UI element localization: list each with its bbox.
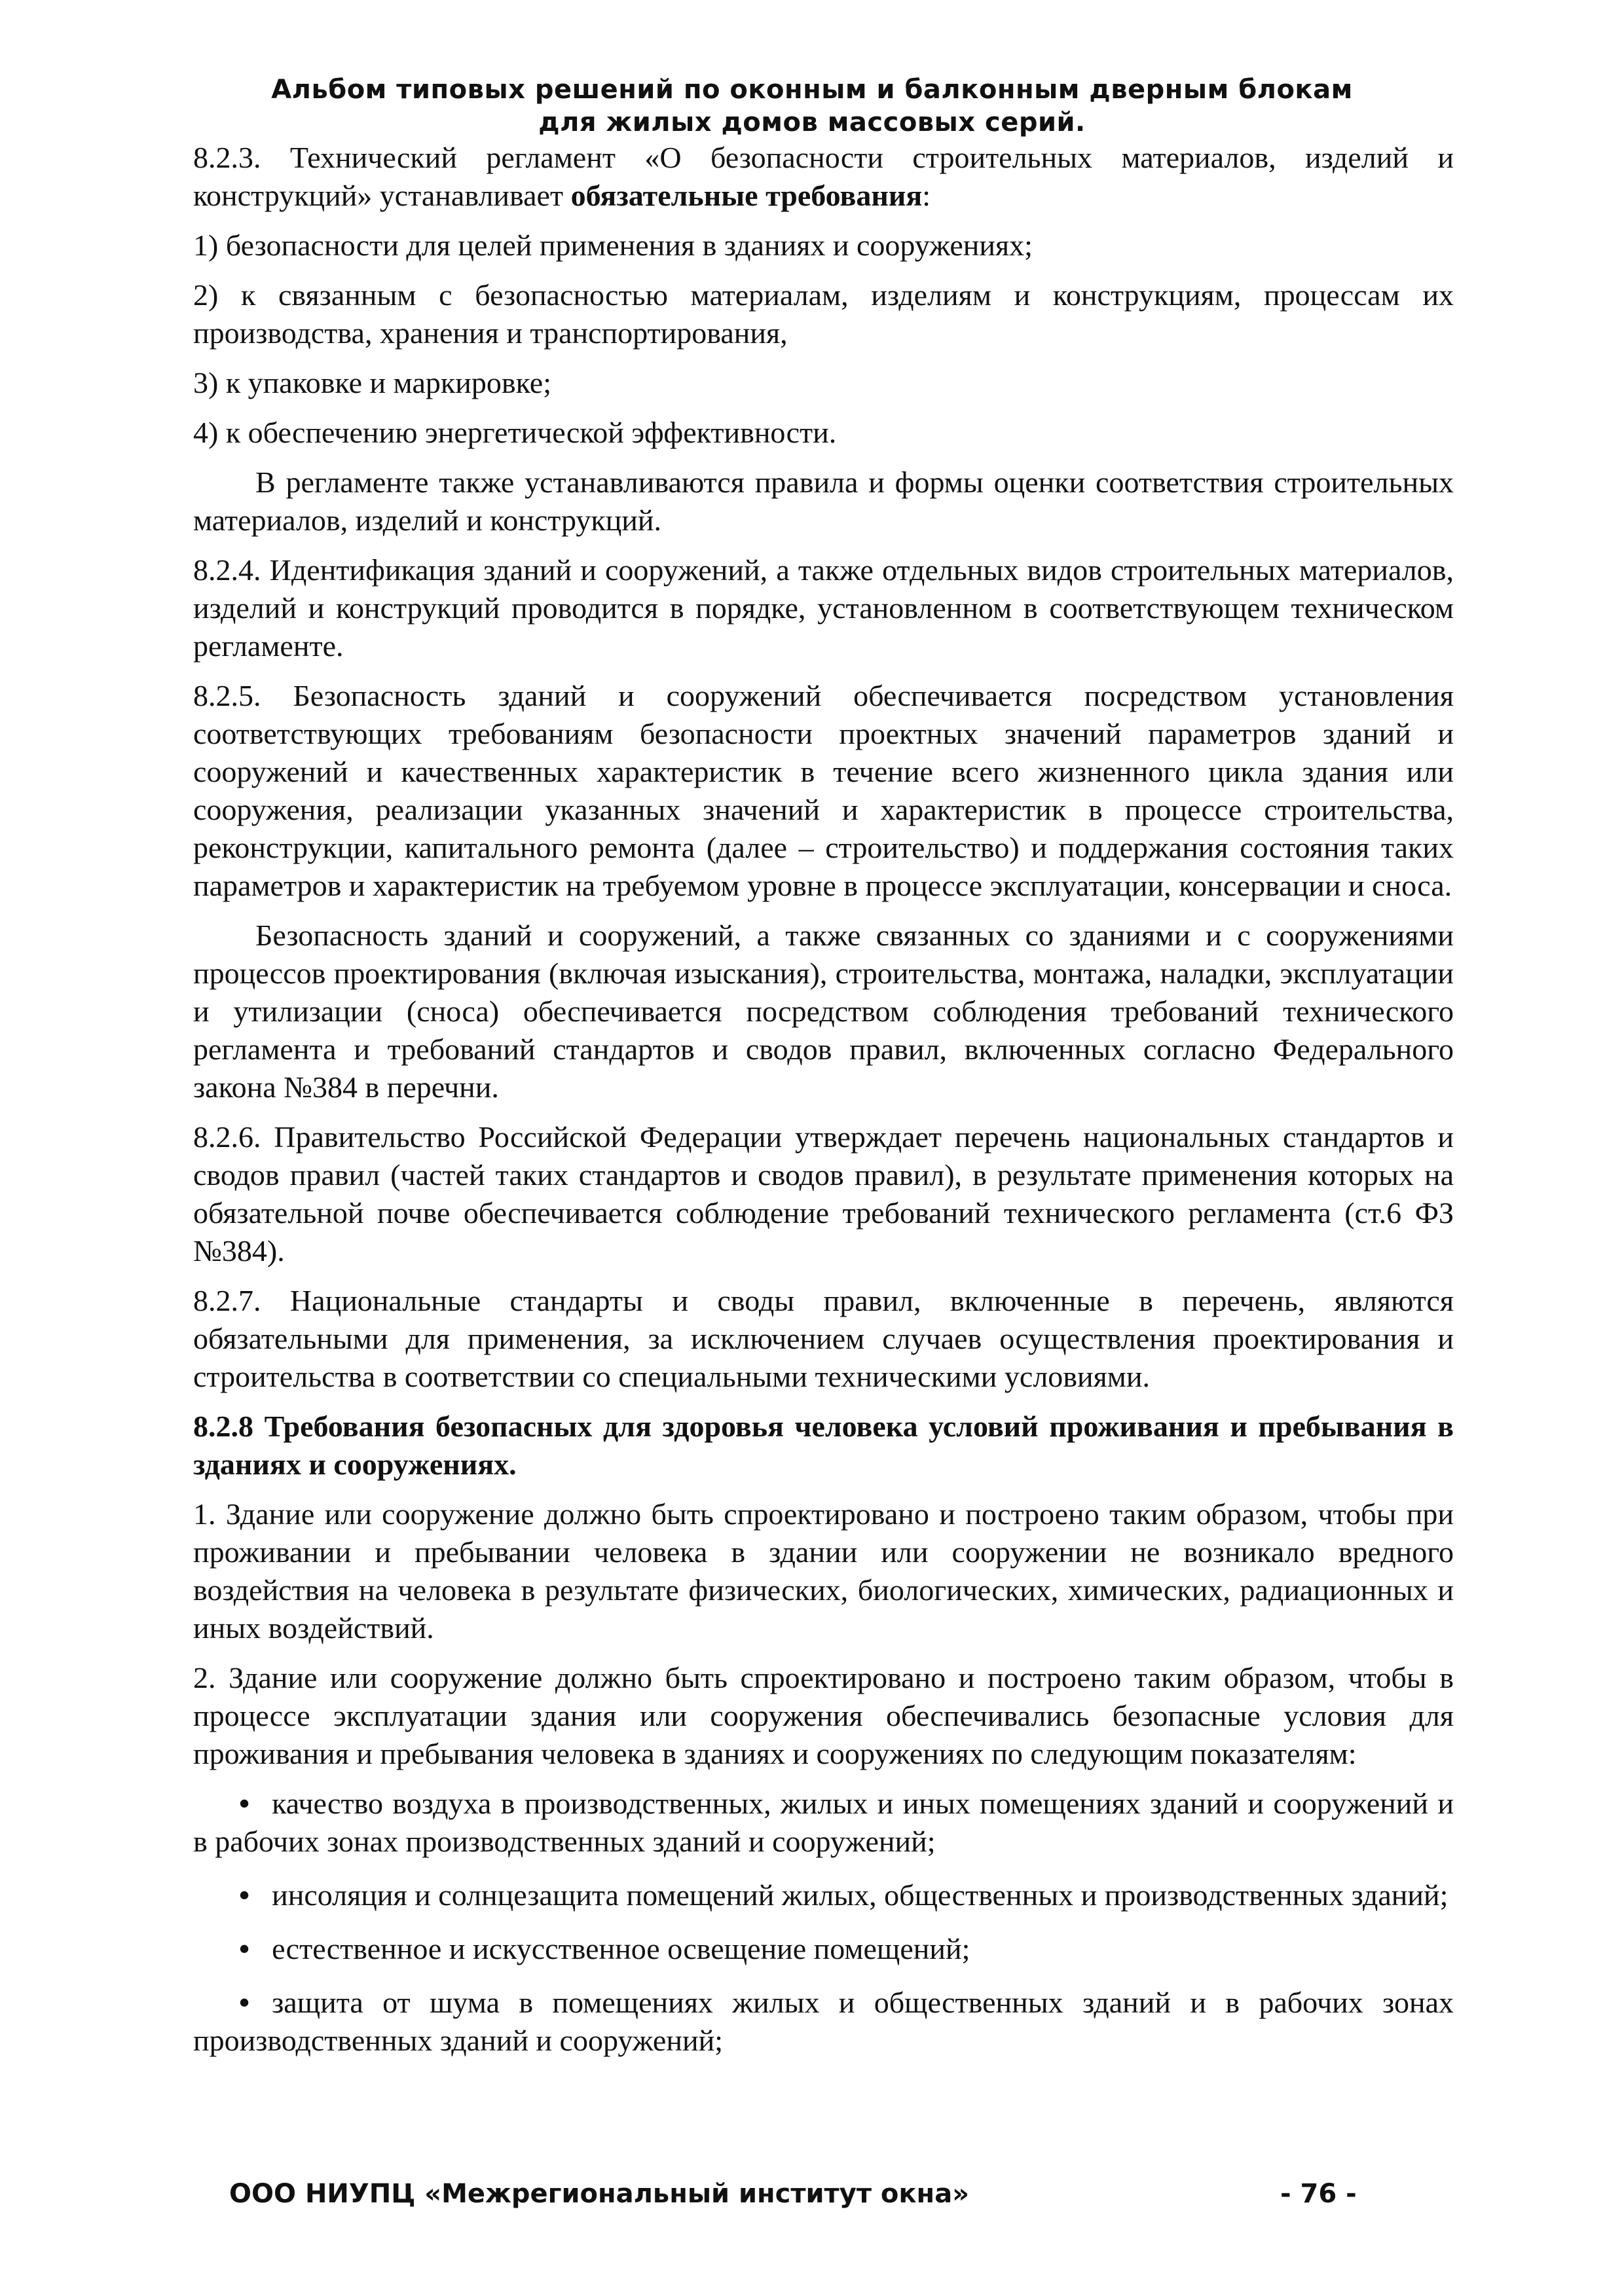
requirement-item: 2) к связанным с безопасностью материалам, изделиям и конструкциям, процессам их производства, хранения и транспортирования, [193,278,1454,350]
indicator-item [193,1785,1454,1861]
section-8-2-7: 8.2.7. Национальные стандарты и своды правил, включенные в перечень, являются обязательными для применения, за исключением случаев осуществления проектирования и строительства в соответствии со специальными техническими условиями. [193,1284,1454,1393]
requirement-item: 4) к обеспечению энергетической эффективности. [193,416,837,449]
section-8-2-5: 8.2.5. Безопасность зданий и сооружений обеспечивается посредством установления соответствующих требованиям безопасности проектных значений параметров зданий и сооружений и качественных характеристик в течение всего жизненного цикла здания или сооружения, реализации указанных значений и характеристик в процессе строительства, реконструкции, капитального ремонта (далее – строительство) и поддержания состояния таких параметров и характеристик на требуемом уровне в процессе эксплуатации, консервации и сноса. [193,679,1454,902]
section-8-2-6: 8.2.6. Правительство Российской Федерации утверждает перечень национальных стандартов и сводов правил (частей таких стандартов и сводов правил), в результате применения которых на обязательной почве обеспечивается соблюдение требований технического регламента (ст.6 ФЗ №384). [193,1120,1454,1267]
section-8-2-8-p1: 1. Здание или сооружение должно быть спроектировано и построено таким образом, чтобы при проживании и пребывании человека в здании или сооружении не возникало вредного воздействия на человека в результате физических, биологических, химических, радиационных и иных воздействий. [193,1497,1454,1645]
indicators-list [193,1785,1454,2060]
requirement-item: 3) к упаковке и маркировке; [193,366,551,399]
document-header [0,73,1624,139]
bullet-icon: • [239,1932,250,1965]
bullet-icon: • [239,1787,250,1820]
indicator-text: защита от шума в помещениях жилых и общественных зданий и в рабочих зонах производственных зданий и сооружений; [193,1986,1454,2057]
intro-text: 8.2.3. Технический регламент «О безопасности строительных материалов, изделий и конструкций» устанавливает [193,141,1454,212]
page-number: - 76 - [1280,2179,1357,2209]
header-line-1: Альбом типовых решений по оконным и балконным дверным блокам [271,75,1353,105]
indicator-item [193,1876,1454,1914]
indicator-text: качество воздуха в производственных, жилых и иных помещениях зданий и сооружений и в рабочих зонах производственных зданий и сооружений; [193,1787,1454,1858]
requirements-list [193,227,1454,452]
indicator-item [193,1930,1454,1968]
header-line-2: для жилых домов массовых серий. [538,107,1086,137]
section-8-2-5-safety: Безопасность зданий и сооружений, а также связанных со зданиями и с сооружениями процессов проектирования (включая изыскания), строительства, монтажа, наладки, эксплуатации и утилизации (сноса) обеспечивается посредством соблюдения требований технического регламента и требований стандартов и сводов правил, включенных согласно Федерального закона №384 в перечни. [193,919,1454,1104]
document-footer [0,2179,1624,2218]
indicator-text: естественное и искусственное освещение помещений; [272,1932,970,1965]
section-number: 8.2.8 [193,1410,253,1443]
section-8-2-8-title [193,1408,1454,1484]
requirement-item: 1) безопасности для целей применения в зданиях и сооружениях; [193,228,1033,262]
section-8-2-3-intro [193,139,1454,215]
indicator-text: инсоляция и солнцезащита помещений жилых, общественных и производственных зданий; [272,1878,1449,1912]
section-8-2-4: 8.2.4. Идентификация зданий и сооружений, а также отдельных видов строительных материалов, изделий и конструкций проводится в порядке, установленном в соответствующем техническом регламенте. [193,553,1454,663]
mandatory-requirements: обязательные требования [570,179,923,212]
document-body [193,139,1454,2075]
bullet-icon: • [239,1878,250,1912]
footer-organization: ООО НИУПЦ «Межрегиональный институт окна» [229,2179,970,2209]
section-title: Требования безопасных для здоровья человека условий проживания и пребывания в зданиях и сооружениях. [193,1410,1454,1481]
intro-colon: : [922,179,931,212]
regulation-note: В регламенте также устанавливаются правила и формы оценки соответствия строительных материалов, изделий и конструкций. [193,465,1454,537]
bullet-icon: • [239,1986,250,2019]
section-8-2-8-p2: 2. Здание или сооружение должно быть спроектировано и построено таким образом, чтобы в процессе эксплуатации здания или сооружения обеспечивались безопасные условия для проживания и пребывания человека в зданиях и сооружениях по следующим показателям: [193,1661,1454,1770]
indicator-item [193,1984,1454,2060]
